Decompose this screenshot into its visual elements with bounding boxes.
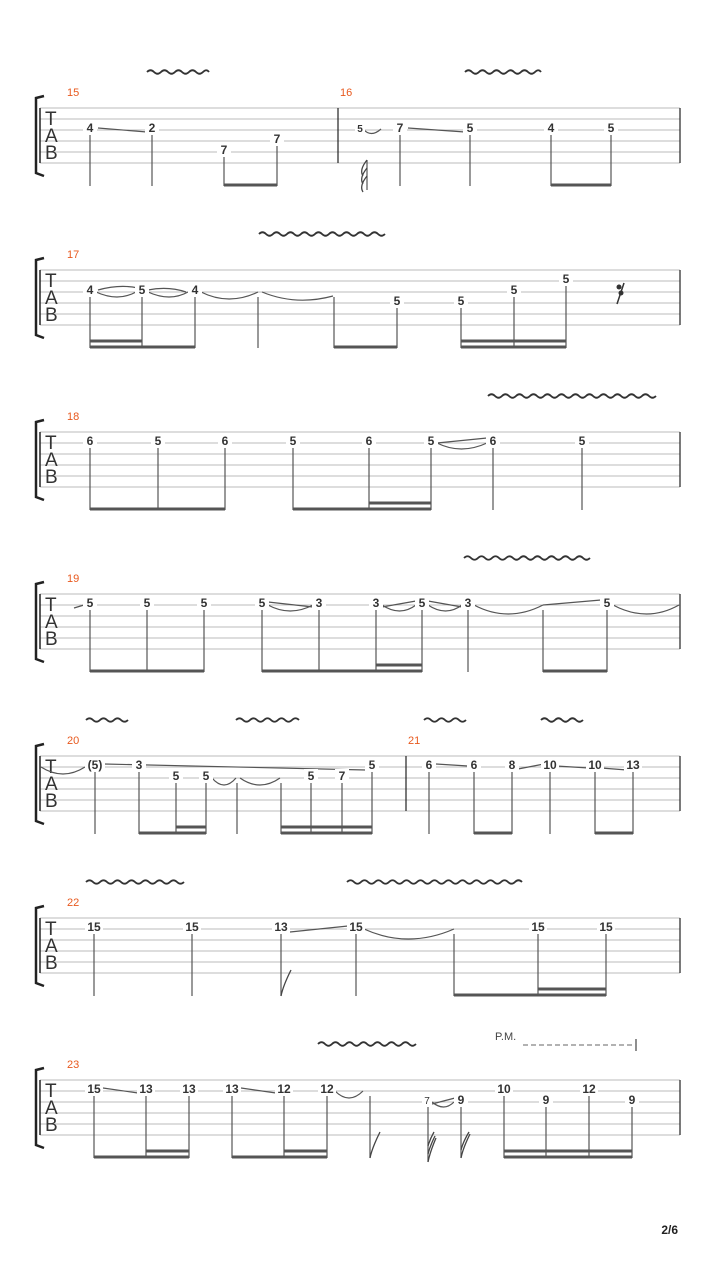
system-1	[36, 70, 680, 192]
fret-number: 7	[273, 132, 281, 146]
fret-number: (5)	[87, 758, 103, 772]
fret-number: 5	[289, 434, 297, 448]
fret-number: 2	[148, 121, 156, 135]
fret-number: 5	[607, 121, 615, 135]
fret-number: 12	[320, 1082, 334, 1096]
grace-fret-number: 5	[357, 124, 363, 135]
measure-number: 23	[67, 1059, 80, 1071]
fret-number: 7	[220, 143, 228, 157]
fret-number: 13	[139, 1082, 153, 1096]
tab-letter-b: B	[45, 629, 58, 650]
fret-number: 3	[315, 596, 323, 610]
fret-number: 4	[86, 121, 94, 135]
fret-number: 7	[396, 121, 404, 135]
fret-number: 5	[200, 596, 208, 610]
tab-letter-t: T	[45, 271, 57, 292]
measure-number: 15	[67, 87, 80, 99]
fret-number: 5	[143, 596, 151, 610]
tab-letter-a: A	[45, 288, 58, 309]
tab-letter-b: B	[45, 305, 58, 326]
fret-number: 5	[172, 769, 180, 783]
fret-number: 5	[393, 294, 401, 308]
fret-number: 4	[547, 121, 555, 135]
fret-number: 15	[531, 920, 545, 934]
fret-number: 5	[202, 769, 210, 783]
fret-number: 5	[562, 272, 570, 286]
fret-number: 6	[425, 758, 433, 772]
tab-letter-a: A	[45, 126, 58, 147]
fret-number: 15	[87, 1082, 101, 1096]
system-5	[36, 718, 680, 834]
tab-letter-t: T	[45, 109, 57, 130]
vibrato-mark	[318, 1042, 416, 1046]
tab-letter-b: B	[45, 953, 58, 974]
fret-number: 5	[138, 283, 146, 297]
fret-number: 6	[489, 434, 497, 448]
tab-letter-b: B	[45, 467, 58, 488]
fret-number: 7	[338, 769, 346, 783]
tab-letter-t: T	[45, 595, 57, 616]
rest-icon	[617, 283, 625, 304]
tab-letter-t: T	[45, 919, 57, 940]
fret-number: 5	[427, 434, 435, 448]
fret-number: 6	[365, 434, 373, 448]
vibrato-mark	[488, 394, 656, 398]
fret-number: 3	[135, 758, 143, 772]
vibrato-marks	[147, 70, 541, 74]
fret-number: 5	[457, 294, 465, 308]
vibrato-mark	[259, 232, 385, 236]
page-number: 2/6	[661, 1223, 678, 1237]
tab-letter-b: B	[45, 143, 58, 164]
fret-number: 13	[225, 1082, 239, 1096]
fret-number: 5	[86, 596, 94, 610]
fret-number: 15	[599, 920, 613, 934]
fret-number: 15	[349, 920, 363, 934]
fret-number: 6	[221, 434, 229, 448]
tab-letter-b: B	[45, 791, 58, 812]
fret-number: 13	[626, 758, 640, 772]
tab-letter-b: B	[45, 1115, 58, 1136]
fret-number: 15	[87, 920, 101, 934]
fret-number: 4	[191, 283, 199, 297]
fret-number: 6	[470, 758, 478, 772]
fret-number: 5	[578, 434, 586, 448]
measure-number: 21	[408, 735, 421, 747]
fret-number: 10	[497, 1082, 511, 1096]
tab-letter-a: A	[45, 936, 58, 957]
fret-number: 5	[466, 121, 474, 135]
system-7	[36, 1031, 680, 1162]
measure-number: 16	[340, 87, 353, 99]
fret-number: 3	[464, 596, 472, 610]
fret-number: 3	[372, 596, 380, 610]
tab-letter-t: T	[45, 1081, 57, 1102]
fret-number: 13	[274, 920, 288, 934]
tab-letter-a: A	[45, 612, 58, 633]
fret-number: 9	[628, 1093, 636, 1107]
tab-staff	[40, 108, 680, 163]
fret-number: 12	[582, 1082, 596, 1096]
fret-number: 12	[277, 1082, 291, 1096]
system-3	[36, 394, 680, 510]
measure-number: 20	[67, 735, 80, 747]
measure-number: 17	[67, 249, 80, 261]
tab-letter-t: T	[45, 757, 57, 778]
fret-number: 5	[258, 596, 266, 610]
fret-number: 8	[508, 758, 516, 772]
fret-number: 13	[182, 1082, 196, 1096]
fret-number: 6	[86, 434, 94, 448]
measure-number: 18	[67, 411, 80, 423]
fret-number: 5	[368, 758, 376, 772]
fret-number: 10	[588, 758, 602, 772]
palm-mute-label: P.M.	[495, 1031, 517, 1043]
system-6	[36, 880, 680, 996]
fret-number: 4	[86, 283, 94, 297]
fret-number: 5	[418, 596, 426, 610]
fret-number: 15	[185, 920, 199, 934]
tab-letter-a: A	[45, 1098, 58, 1119]
tab-letter-a: A	[45, 774, 58, 795]
fret-number: 9	[457, 1093, 465, 1107]
fret-number: 5	[603, 596, 611, 610]
fret-number: 9	[542, 1093, 550, 1107]
tab-letter-t: T	[45, 433, 57, 454]
measure-number: 19	[67, 573, 80, 585]
fret-number: 5	[307, 769, 315, 783]
tab-letter-a: A	[45, 450, 58, 471]
system-2	[36, 232, 680, 348]
fret-number: 10	[543, 758, 557, 772]
measure-number: 22	[67, 897, 80, 909]
grace-fret-number: 7	[424, 1096, 430, 1107]
vibrato-mark	[464, 556, 590, 560]
system-4	[36, 556, 680, 672]
fret-number: 5	[510, 283, 518, 297]
fret-number: 5	[154, 434, 162, 448]
